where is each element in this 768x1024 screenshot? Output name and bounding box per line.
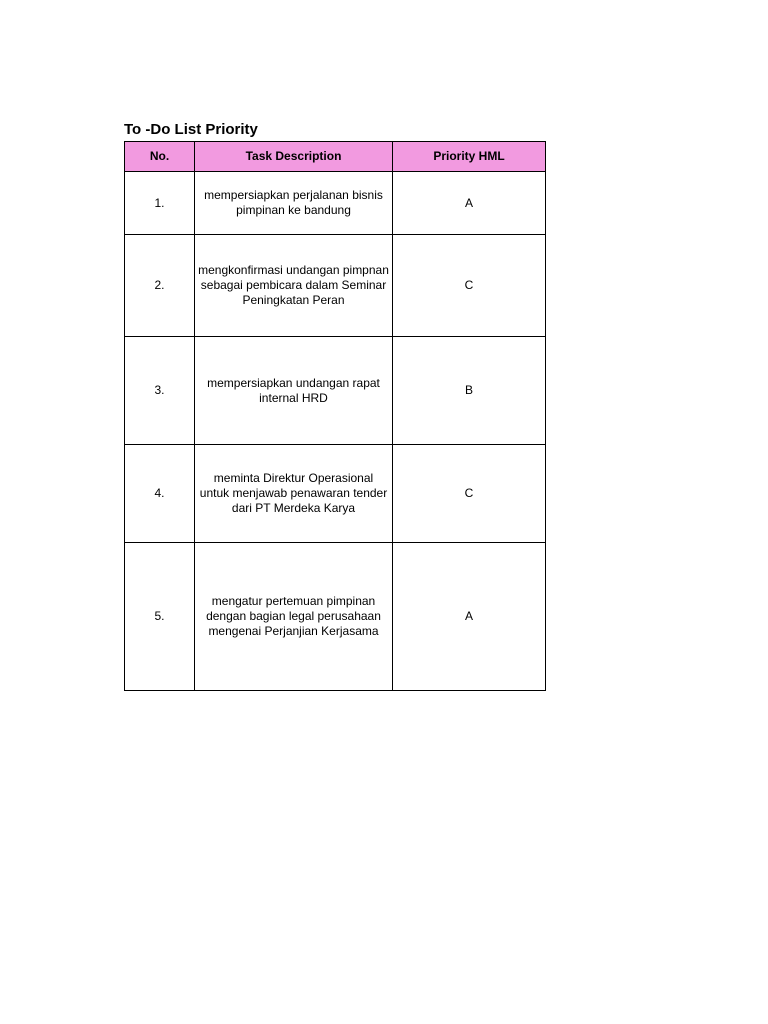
cell-no: 2. [125,235,195,337]
page-title: To -Do List Priority [124,121,258,138]
table-row [125,235,546,337]
header-no: No. [125,142,195,172]
cell-task: mengatur pertemuan pimpinan dengan bagian legal perusahaan mengenai Perjanjian Kerjasama [195,543,393,691]
cell-priority: A [393,172,546,235]
table-row [125,543,546,691]
cell-priority: C [393,235,546,337]
cell-no: 4. [125,445,195,543]
cell-no: 5. [125,543,195,691]
cell-task: meminta Direktur Operasional untuk menjawab penawaran tender dari PT Merdeka Karya [195,445,393,543]
todo-table [124,141,546,691]
cell-task: mengkonfirmasi undangan pimpnan sebagai pembicara dalam Seminar Peningkatan Peran [195,235,393,337]
header-priority: Priority HML [393,142,546,172]
table-row [125,172,546,235]
cell-no: 1. [125,172,195,235]
cell-priority: B [393,337,546,445]
cell-priority: A [393,543,546,691]
cell-no: 3. [125,337,195,445]
header-task-description: Task Description [195,142,393,172]
cell-task: mempersiapkan perjalanan bisnis pimpinan ke bandung [195,172,393,235]
table-row [125,445,546,543]
cell-priority: C [393,445,546,543]
cell-task: mempersiapkan undangan rapat internal HRD [195,337,393,445]
table-row [125,337,546,445]
table-header-row [125,142,546,172]
